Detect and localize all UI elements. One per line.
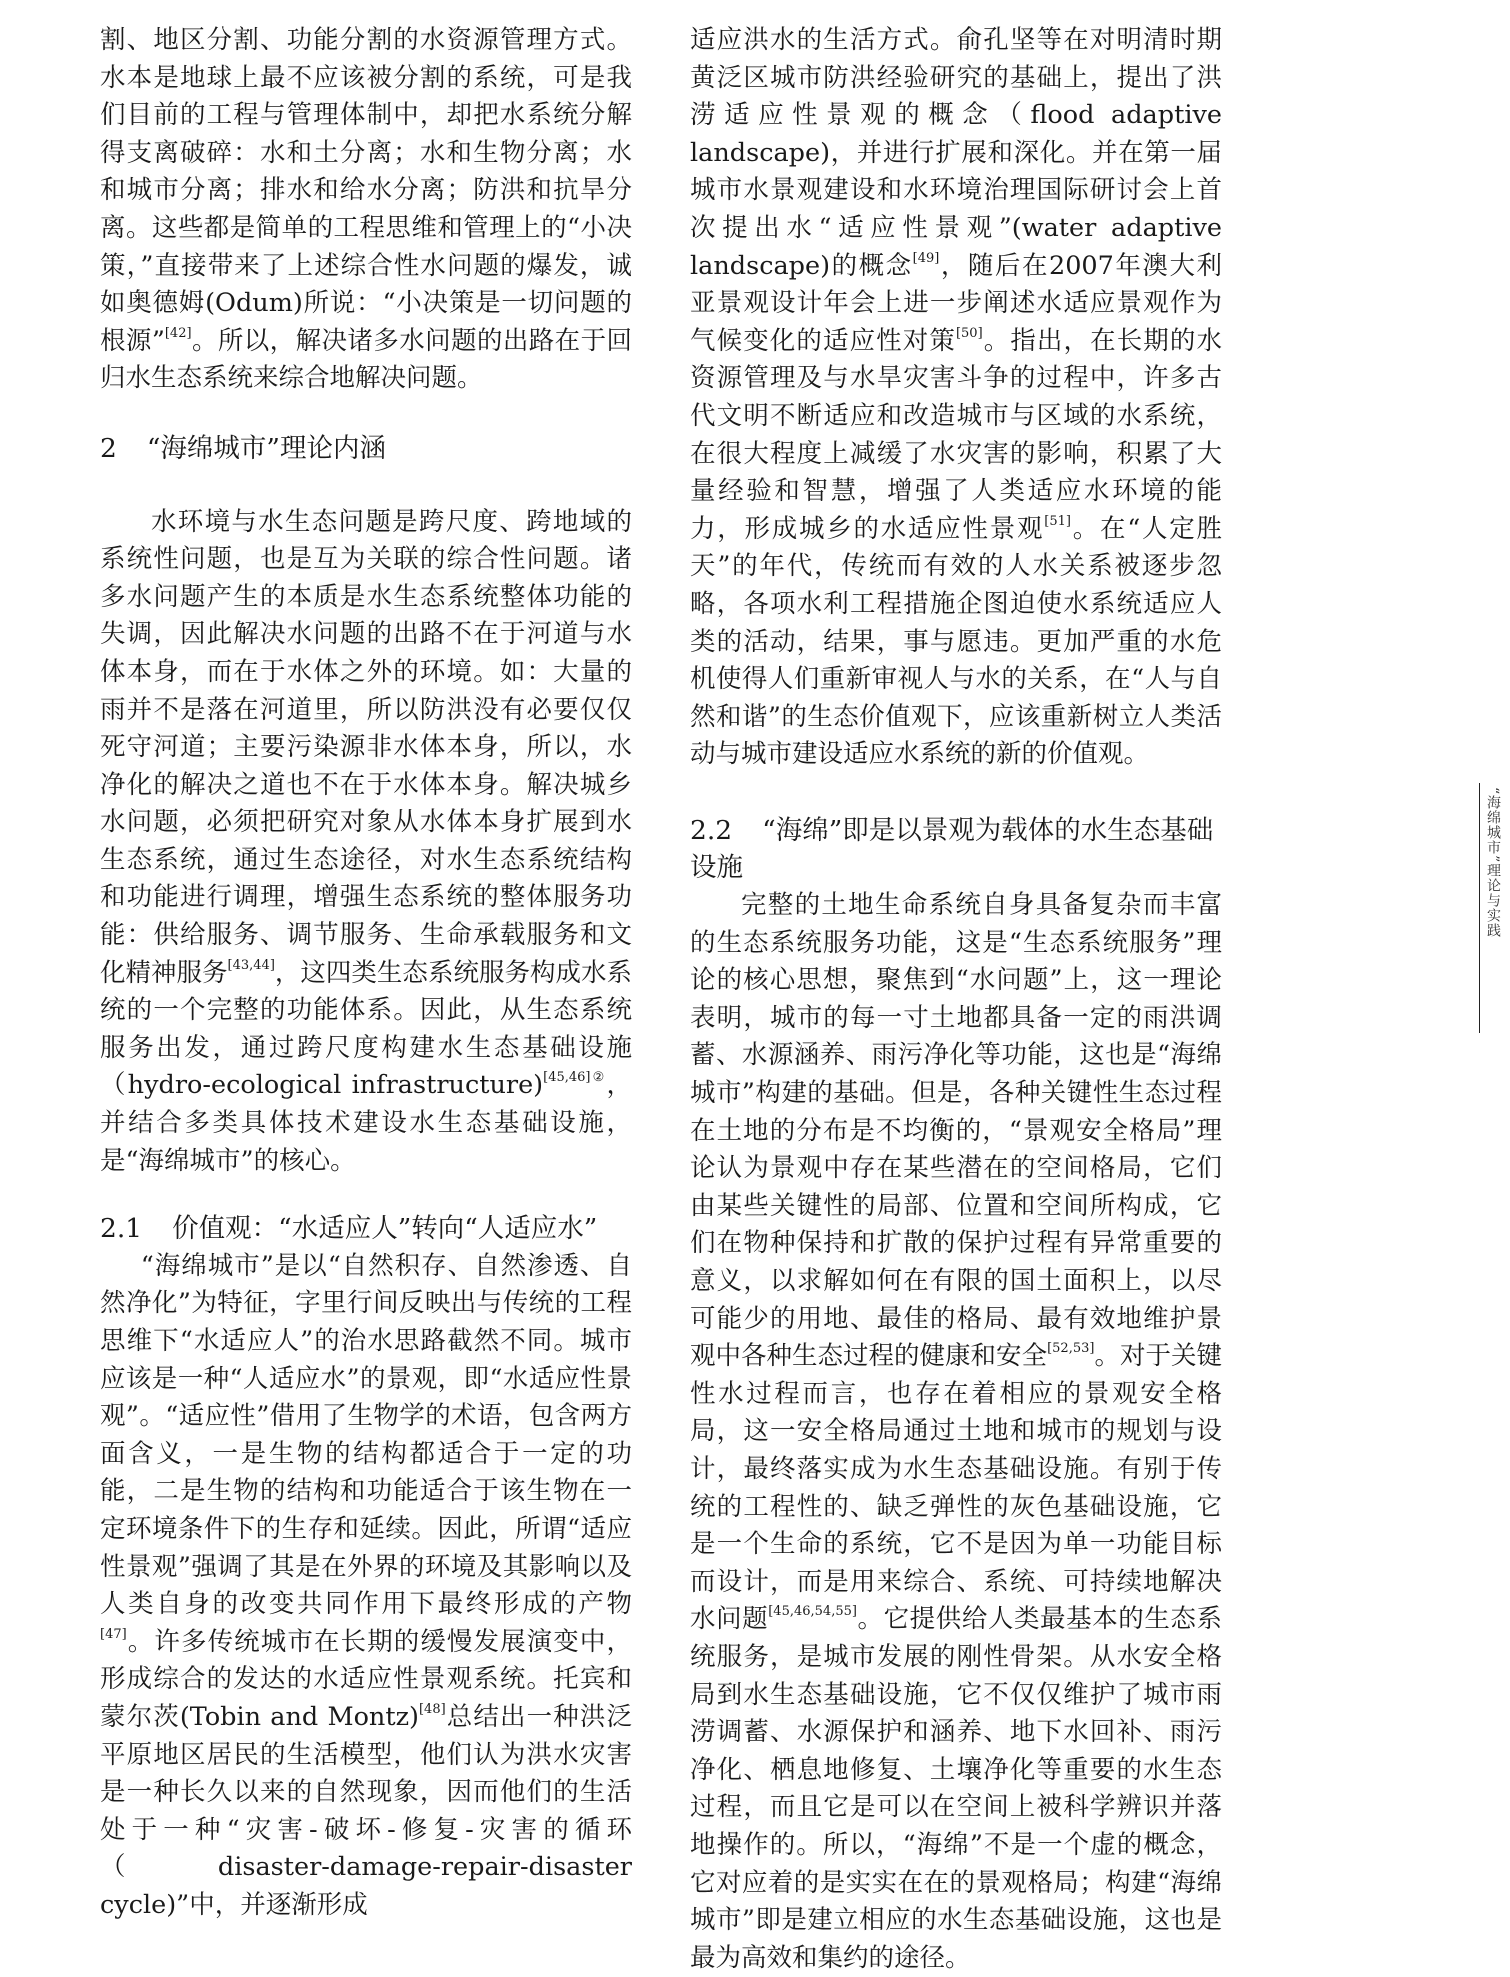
running-head: “海绵城市”理论与实践	[1485, 787, 1501, 939]
citation: [45,46]②	[543, 1070, 607, 1086]
citation: [51]	[1044, 513, 1071, 529]
subsection-heading: 2.2 “海绵”即是以景观为载体的水生态基础设施	[690, 814, 1214, 884]
subsection-heading: 2.1 价值观：“水适应人”转向“人适应水”	[100, 1213, 598, 1245]
citation: [50]	[955, 325, 983, 341]
citation: [49]	[912, 250, 940, 266]
running-head-tab	[1479, 783, 1510, 1033]
citation: [47]	[100, 1626, 127, 1642]
paragraph: 适应洪水的生活方式。俞孔坚等在对明清时期黄泛区城市防洪经验研究的基础上，提出了洪涝适应性景观的概念（flood adaptive landscape)，并进行扩展和深化。并在第一届城市水景观建设和水环境治理国际研讨会上首次提出水“适应性景观”(water adaptive landscape)的概念[49]，随后在2007年澳大利亚景观设计年会上进一步阐述水适应景观作为气候变化的适应性对策[50]。指出，在长期的水资源管理及与水旱灾害斗争的过程中，许多古代文明不断适应和改造城市与区域的水系统，在很大程度上减缓了水灾害的影响，积累了大量经验和智慧，增强了人类适应水环境的能力，形成城乡的水适应性景观[51]。在“人定胜天”的年代，传统而有效的人水关系被逐步忽略，各项水利工程措施企图迫使水系统适应人类的活动，结果，事与愿违。更加严重的水危机使得人们重新审视人与水的关系，在“人与自然和谐”的生态价值观下，应该重新树立人类活动与城市建设适应水系统的新的价值观。	[690, 25, 1222, 770]
paragraph: 水环境与水生态问题是跨尺度、跨地域的系统性问题，也是互为关联的综合性问题。诸多水问题产生的本质是水生态系统整体功能的失调，因此解决水问题的出路不在于河道与水体本身，而在于水体之外的环境。如：大量的雨并不是落在河道里，所以防洪没有必要仅仅死守河道；主要污染源非水体本身，所以，水净化的解决之道也不在于水体本身。解决城乡水问题，必须把研究对象从水体本身扩展到水生态系统，通过生态途径，对水生态系统结构和功能进行调理，增强生态系统的整体服务功能：供给服务、调节服务、生命承载服务和文化精神服务[43,44]，这四类生态系统服务构成水系统的一个完整的功能体系。因此，从生态系统服务出发，通过跨尺度构建水生态基础设施（hydro-ecological infrastructure)$^{[45,46]②}$，并结合多类具体技术建设水生态基础设施，是“海绵城市”的核心。	[100, 506, 632, 1176]
citation: [45,46,54,55]	[768, 1604, 857, 1620]
right-column	[690, 22, 1222, 1977]
paragraph: “海绵城市”是以“自然积存、自然渗透、自然净化”为特征，字里行间反映出与传统的工程思维下“水适应人”的治水思路截然不同。城市应该是一种“人适应水”的景观，即“水适应性景观”。“适应性”借用了生物学的术语，包含两方面含义，一是生物的结构都适合于一定的功能，二是生物的结构和功能适合于该生物在一定环境条件下的生存和延续。因此，所谓“适应性景观”强调了其是在外界的环境及其影响以及人类自身的改变共同作用下最终形成的产物[47]。许多传统城市在长期的缓慢发展演变中，形成综合的发达的水适应性景观系统。托宾和蒙尔茨(Tobin and Montz)[48]总结出一种洪泛平原地区居民的生活模型，他们认为洪水灾害是一种长久以来的自然现象，因而他们的生活处于一种“灾害-破坏-修复-灾害的循环（disaster-damage-repair-disaster cycle)”中，并逐渐形成	[100, 1250, 632, 1920]
citation: [43,44]	[227, 957, 275, 973]
paragraph: 完整的土地生命系统自身具备复杂而丰富的生态系统服务功能，这是“生态系统服务”理论的核心思想，聚焦到“水问题”上，这一理论表明，城市的每一寸土地都具备一定的雨洪调蓄、水源涵养、雨污净化等功能，这也是“海绵城市”构建的基础。但是，各种关键性生态过程在土地的分布是不均衡的，“景观安全格局”理论认为景观中存在某些潜在的空间格局，它们由某些关键性的局部、位置和空间所构成，它们在物种保持和扩散的保护过程有异常重要的意义，以求解如何在有限的国土面积上，以尽可能少的用地、最佳的格局、最有效地维护景观中各种生态过程的健康和安全[52,53]。对于关键性水过程而言，也存在着相应的景观安全格局，这一安全格局通过土地和城市的规划与设计，最终落实成为水生态基础设施。有别于传统的工程性的、缺乏弹性的灰色基础设施，它是一个生命的系统，它不是因为单一功能目标而设计，而是用来综合、系统、可持续地解决水问题[45,46,54,55]。它提供给人类最基本的生态系统服务，是城市发展的刚性骨架。从水安全格局到水生态基础设施，它不仅仅维护了城市雨涝调蓄、水源保护和涵养、地下水回补、雨污净化、栖息地修复、土壤净化等重要的水生态过程，而且它是可以在空间上被科学辨识并落地操作的。所以，“海绵”不是一个虚的概念，它对应着的是实实在在的景观格局；构建“海绵城市”即是建立相应的水生态基础设施，这也是最为高效和集约的途径。	[690, 890, 1222, 1973]
citation: [48]	[418, 1701, 446, 1717]
citation: [52,53]	[1047, 1341, 1095, 1357]
left-column	[100, 22, 632, 1925]
paragraph: 割、地区分割、功能分割的水资源管理方式。水本是地球上最不应该被分割的系统，可是我们目前的工程与管理体制中，却把水系统分解得支离破碎：水和土分离；水和生物分离；水和城市分离；排水和给水分离；防洪和抗旱分离。这些都是简单的工程思维和管理上的“小决策，”直接带来了上述综合性水问题的爆发，诚如奥德姆(Odum)所说：“小决策是一切问题的根源”[42]。所以，解决诸多水问题的出路在于回归水生态系统来综合地解决问题。	[100, 25, 632, 394]
section-heading: 2 “海绵城市”理论内涵	[100, 432, 386, 464]
citation: [42]	[164, 325, 192, 341]
